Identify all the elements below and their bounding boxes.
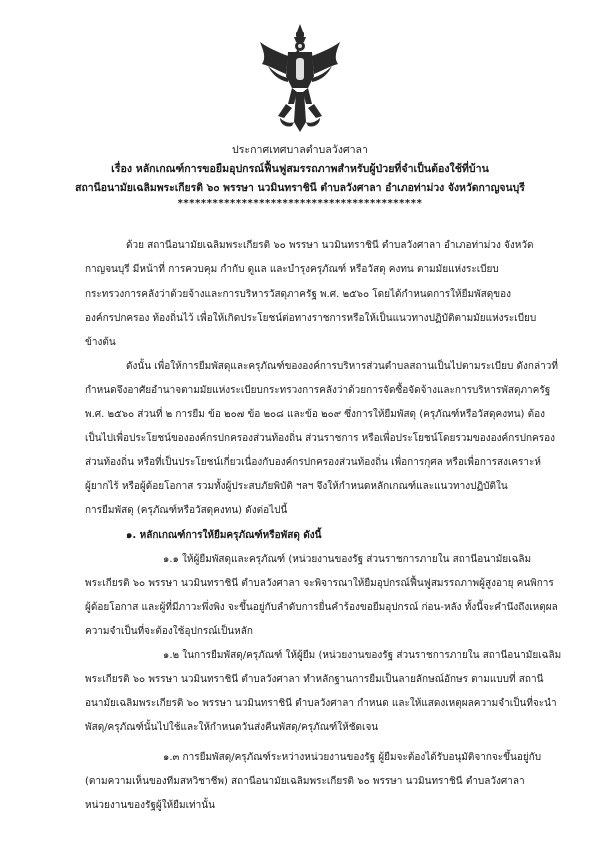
- body-line: ๑.๓ การยืมพัสดุ/ครุภัณฑ์ระหว่างหน่วยงานของรัฐ ผู้ยืมจะต้องได้รับอนุมัติจากจะขึ้นอยู่กับ: [163, 752, 542, 763]
- body-line: พัสดุ/ครุภัณฑ์นั้นไปใช้และให้กำหนดวันส่งคืนพัสดุ/ครุภัณฑ์ให้ชัดเจน: [85, 722, 379, 733]
- announcement-subject: เรื่อง หลักเกณฑ์การขอยืมอุปกรณ์ฟื้นฟูสมรรถภาพสำหรับผู้ป่วยที่จำเป็นต้องใช้ที่บ้าน: [111, 163, 489, 175]
- body-line: พระเกียรติ ๖๐ พรรษา นวมินทราชินี ตำบลวังศาลา จะพิจารณาให้ยืมอุปกรณ์ฟื้นฟูสมรรถภาพผู้สูงอายุ คนพิการ: [85, 578, 554, 589]
- body-line: ข้างต้น: [85, 337, 116, 348]
- body-line: การยืมพัสดุ (ครุภัณฑ์หรือวัสดุคงทน) ดังต่อไปนี้: [85, 505, 288, 516]
- body-line: ผู้ยากไร้ หรือผู้ด้อยโอกาส รวมทั้งผู้ประสบภัยพิบัติ ฯลฯ จึงให้กำหนดหลักเกณฑ์และแนวทางปฏิบัติใน: [85, 481, 508, 492]
- body-line: อนามัยเฉลิมพระเกียรติ ๖๐ พรรษา นวมินทราชินี ตำบลวังศาลา กำหนด และให้แสดงเหตุผลความจำเป็นที่จะนำ: [85, 698, 557, 709]
- body-line: ด้วย สถานีอนามัยเฉลิมพระเกียรติ ๖๐ พรรษา นวมินทราชินี ตำบลวังศาลา อำเภอท่าม่วง จังหวัด: [126, 240, 534, 251]
- garuda-emblem-icon: [258, 22, 342, 134]
- body-line: (ตามความเห็นของทีมสหวิชาชีพ) สถานีอนามัยเฉลิมพระเกียรติ ๖๐ พรรษา นวมินทราชินี ตำบลวังศาลา: [85, 776, 525, 787]
- asterisk-separator: ******************************************: [177, 198, 423, 209]
- body-line: พระเกียรติ ๖๐ พรรษา นวมินทราชินี ตำบลวังศาลา ทำหลักฐานการยืมเป็นลายลักษณ์อักษร ตามแบบที่ สถานี: [85, 674, 544, 685]
- section-heading: ๑. หลักเกณฑ์การให้ยืมครุภัณฑ์หรือพัสดุ ดังนี้: [126, 530, 322, 541]
- body-line: ๑.๑ ให้ผู้ยืมพัสดุและครุภัณฑ์ (หน่วยงานของรัฐ ส่วนราชการภายใน สถานีอนามัยเฉลิม: [163, 554, 532, 565]
- body-line: องค์กรปกครอง ท้องถิ่นไว้ เพื่อให้เกิดประโยชน์ต่อทางราชการหรือให้เป็นแนวทางปฏิบัติตามมัยแห่งระเบียบ: [85, 313, 537, 324]
- body-line: ๑.๒ ในการยืมพัสดุ/ครุภัณฑ์ ให้ผู้ยืม (หน่วยงานของรัฐ ส่วนราชการภายใน สถานีอนามัยเฉลิม: [163, 650, 562, 661]
- body-line: เป็นไปเพื่อประโยชน์ขององค์กรปกครองส่วนท้องถิ่น ส่วนราชการ หรือเพื่อประโยชน์โดยรวมขององค์กรปกครอง: [85, 433, 555, 444]
- announcement-title: ประกาศเทศบาลตำบลวังศาลา: [232, 144, 368, 156]
- body-line: หน่วยงานของรัฐผู้ให้ยืมเท่านั้น: [85, 800, 215, 811]
- body-line: ดังนั้น เพื่อให้การยืมพัสดุและครุภัณฑ์ขององค์การบริหารส่วนตำบลสถานเป็นไปตามระเบียบ ดังกล่าวที่: [126, 361, 558, 372]
- body-line: กระทรวงการคลังว่าด้วยจ้างและการบริหารวัสดุภาครัฐ พ.ศ. ๒๕๖๐ โดยได้กำหนดการให้ยืมพัสดุของ: [85, 289, 512, 300]
- body-line: กาญจนบุรี มีหน้าที่ การควบคุม กำกับ ดูแล และบำรุงครุภัณฑ์ หรือวัสดุ คงทน ตามมัยแห่งระเบียบ: [85, 264, 499, 275]
- body-line: ความจำเป็นที่จะต้องใช้อุปกรณ์เป็นหลัก: [85, 626, 253, 637]
- body-line: ผู้ด้อยโอกาส และผู้ที่มีภาวะพึ่งพิง จะขึ้นอยู่กับลำดับการยื่นคำร้องขอยืมอุปกรณ์ ก่อน-หลัง ทั้งนี้จะคำนึงถึงเหตุผล: [85, 602, 558, 613]
- body-line: พ.ศ. ๒๕๖๐ ส่วนที่ ๒ การยืม ข้อ ๒๐๗ ข้อ ๒๐๘ และข้อ ๒๐๙ ซึ่งการให้ยืมพัสดุ (ครุภัณฑ์หรือวัสดุคงทน) ต้อง: [85, 409, 545, 420]
- body-line: กำหนดจึงอาศัยอำนาจตามมัยแห่งระเบียบกระทรวงการคลังว่าด้วยการจัดซื้อจัดจ้างและการบริหารพัสดุภาครัฐ: [85, 385, 551, 396]
- body-line: ส่วนท้องถิ่น หรือที่เป็นประโยชน์เกี่ยวเนื่องกับองค์กรปกครองส่วนท้องถิ่น เพื่อการกุศล หรือเพื่อการสงเคราะห์: [85, 457, 541, 468]
- issuing-office: สถานีอนามัยเฉลิมพระเกียรติ ๖๐ พรรษา นวมินทราชินี ตำบลวังศาลา อำเภอท่าม่วง จังหวัดกาญจนบุรี: [75, 182, 525, 194]
